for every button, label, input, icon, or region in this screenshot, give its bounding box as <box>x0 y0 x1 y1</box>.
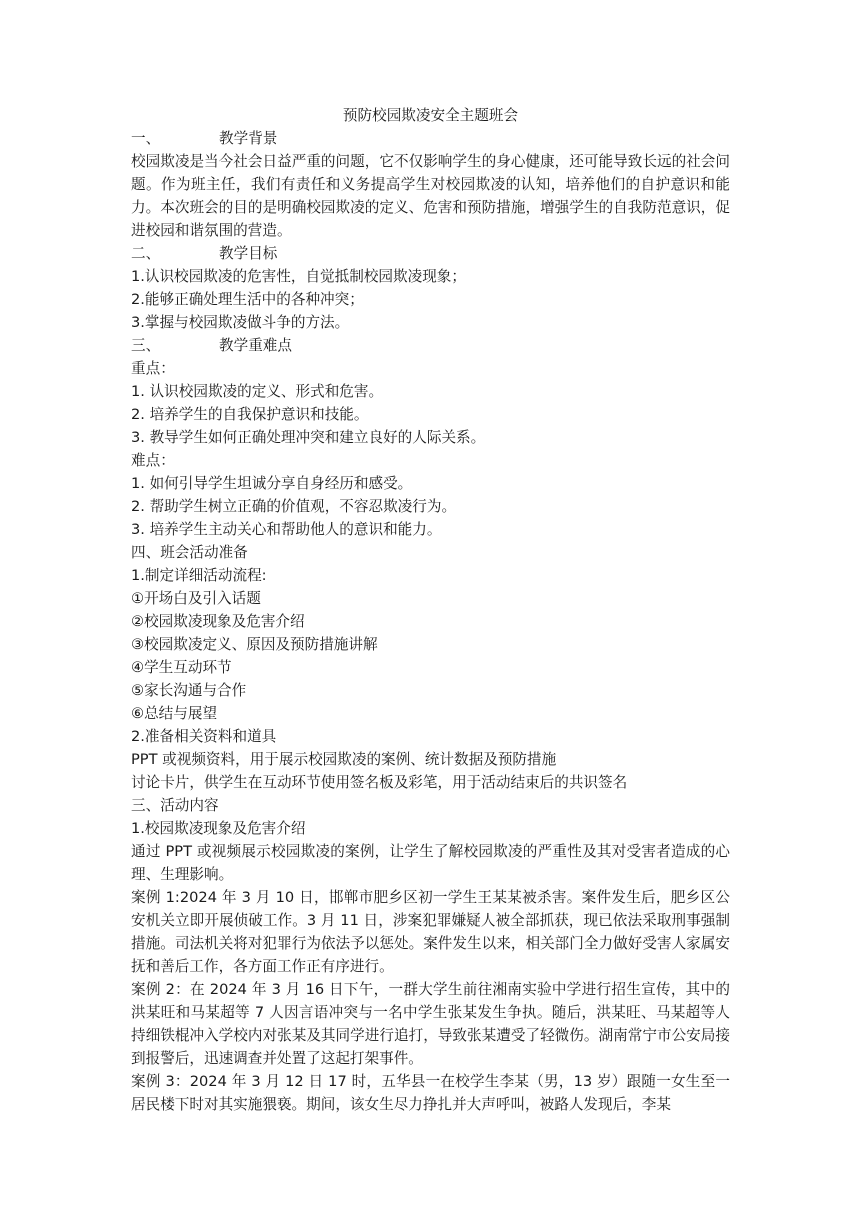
flow-label: 1.制定详细活动流程: <box>131 567 267 584</box>
section-heading-goals <box>131 242 730 265</box>
document-body <box>131 104 730 1116</box>
case-paragraph: 案例 2：在 2024 年 3 月 16 日下午，一群大学生前往湘南实验中学进行招生宣传，其中的洪某旺和马某超等 7 人因言语冲突与一名中学生张某发生争执。随后，洪某旺、马某超等人持细铁棍冲入学校内对张某及其同学进行追打，导致张某遭受了轻微伤。湖南常宁市公安局接到报警后，迅速调查并处置了这起打架事件。 <box>131 981 730 1067</box>
goal-item: 3.掌握与校园欺凌做斗争的方法。 <box>131 314 350 331</box>
flow-item: ⑤家长沟通与合作 <box>131 682 247 699</box>
section-number: 一、 <box>131 130 161 147</box>
flow-item: ③校园欺凌定义、原因及预防措施讲解 <box>131 636 378 653</box>
section-title: 教学重难点 <box>219 337 292 354</box>
goal-item: 2.能够正确处理生活中的各种冲突； <box>131 291 364 308</box>
section-heading-activity-content: 三、活动内容 <box>131 797 219 814</box>
materials-item: 讨论卡片，供学生在互动环节使用签名板及彩笔，用于活动结束后的共识签名 <box>131 774 628 791</box>
case-paragraph: 案例 3：2024 年 3 月 12 日 17 时，五华县一在校学生李某（男，13 岁）跟随一女生至一居民楼下时对其实施猥亵。期间，该女生尽力挣扎并大声呼叫，被路人发现后，李某 <box>131 1073 730 1113</box>
section-number: 二、 <box>131 245 161 262</box>
goal-item: 1.认识校园欺凌的危害性，自觉抵制校园欺凌现象； <box>131 268 466 285</box>
background-paragraph: 校园欺凌是当今社会日益严重的问题，它不仅影响学生的身心健康，还可能导致长远的社会问题。作为班主任，我们有责任和义务提高学生对校园欺凌的认知，培养他们的自护意识和能力。本次班会的目的是明确校园欺凌的定义、危害和预防措施，增强学生的自我防范意识，促进校园和谐氛围的营造。 <box>131 153 730 239</box>
section-heading-key-points <box>131 334 730 357</box>
materials-label: 2.准备相关资料和道具 <box>131 728 277 745</box>
intro-paragraph: 通过 PPT 或视频展示校园欺凌的案例，让学生了解校园欺凌的严重性及其对受害者造成的心理、生理影响。 <box>131 843 730 883</box>
section-title: 教学目标 <box>219 245 278 262</box>
section-heading-preparation: 四、班会活动准备 <box>131 544 248 561</box>
flow-item: ④学生互动环节 <box>131 659 232 676</box>
key-points-label: 重点： <box>131 360 175 377</box>
difficult-point-item: 1. 如何引导学生坦诚分享自身经历和感受。 <box>131 475 413 492</box>
document-title: 预防校园欺凌安全主题班会 <box>342 107 519 124</box>
section-heading-background <box>131 127 730 150</box>
flow-item: ⑥总结与展望 <box>131 705 218 722</box>
flow-item: ②校园欺凌现象及危害介绍 <box>131 613 305 630</box>
difficult-points-label: 难点： <box>131 452 175 469</box>
materials-item: PPT 或视频资料，用于展示校园欺凌的案例、统计数据及预防措施 <box>131 751 557 768</box>
case-paragraph: 案例 1:2024 年 3 月 10 日，邯郸市肥乡区初一学生王某某被杀害。案件发生后，肥乡区公安机关立即开展侦破工作。3 月 11 日，涉案犯罪嫌疑人被全部抓获，现已依法采取刑事强制措施。司法机关将对犯罪行为依法予以惩处。案件发生以来，相关部门全力做好受害人家属安抚和善后工作，各方面工作正有序进行。 <box>131 889 730 975</box>
difficult-point-item: 2. 帮助学生树立正确的价值观，不容忍欺凌行为。 <box>131 498 457 515</box>
key-point-item: 3. 教导学生如何正确处理冲突和建立良好的人际关系。 <box>131 429 486 446</box>
section-number: 三、 <box>131 337 161 354</box>
subsection-title: 1.校园欺凌现象及危害介绍 <box>131 820 306 837</box>
flow-item: ①开场白及引入话题 <box>131 590 261 607</box>
key-point-item: 2. 培养学生的自我保护意识和技能。 <box>131 406 369 423</box>
difficult-point-item: 3. 培养学生主动关心和帮助他人的意识和能力。 <box>131 521 442 538</box>
key-point-item: 1. 认识校园欺凌的定义、形式和危害。 <box>131 383 384 400</box>
section-title: 教学背景 <box>219 130 278 147</box>
